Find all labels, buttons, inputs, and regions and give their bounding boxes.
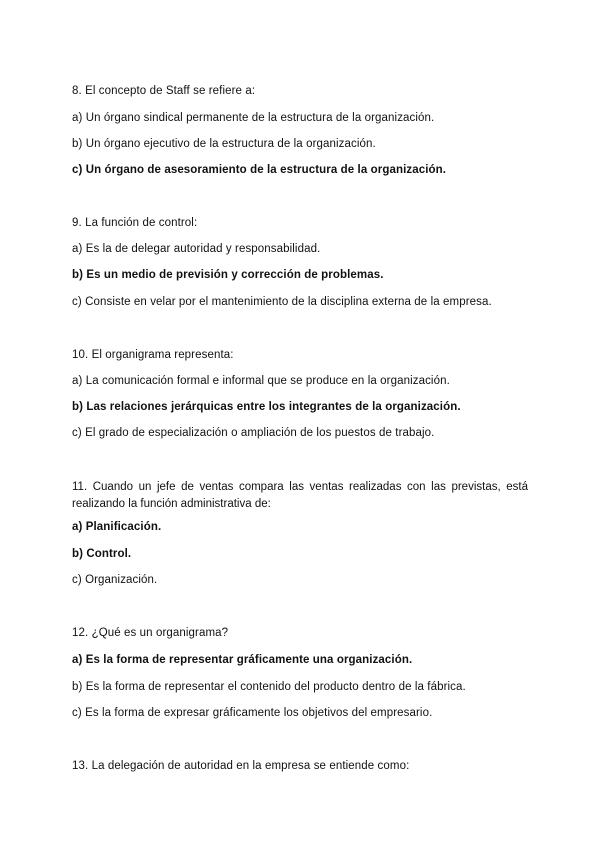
question-8: 8. El concepto de Staff se refiere a: (72, 85, 256, 97)
question-12: 12. ¿Qué es un organigrama? (72, 627, 229, 639)
question-10-option-a: a) La comunicación formal e informal que se produce en la organización. (72, 375, 450, 387)
question-10-option-c: c) El grado de especialización o ampliación de los puestos de trabajo. (72, 427, 435, 439)
question-9-option-c: c) Consiste en velar por el mantenimiento de la disciplina externa de la empresa. (72, 296, 492, 308)
question-11-option-a: a) Planificación. (72, 521, 162, 533)
question-12-option-b: b) Es la forma de representar el contenido del producto dentro de la fábrica. (72, 681, 466, 693)
question-13: 13. La delegación de autoridad en la empresa se entiende como: (72, 760, 410, 772)
question-9-option-a: a) Es la de delegar autoridad y responsabilidad. (72, 243, 321, 255)
question-9-option-b: b) Es un medio de previsión y corrección de problemas. (72, 269, 384, 281)
question-11: 11. Cuando un jefe de ventas compara las ventas realizadas con las previstas, está realizando la función administrativa de: (72, 481, 528, 510)
question-9: 9. La función de control: (72, 217, 198, 229)
question-8-option-a: a) Un órgano sindical permanente de la estructura de la organización. (72, 112, 435, 124)
question-8-option-c: c) Un órgano de asesoramiento de la estructura de la organización. (72, 164, 447, 176)
question-10: 10. El organigrama representa: (72, 349, 234, 361)
question-11-option-b: b) Control. (72, 548, 132, 560)
question-11-option-c: c) Organización. (72, 574, 158, 586)
question-12-option-a: a) Es la forma de representar gráficamente una organización. (72, 654, 413, 666)
question-12-option-c: c) Es la forma de expresar gráficamente los objetivos del empresario. (72, 707, 433, 719)
question-10-option-b: b) Las relaciones jerárquicas entre los integrantes de la organización. (72, 401, 461, 413)
question-8-option-b: b) Un órgano ejecutivo de la estructura de la organización. (72, 138, 376, 150)
